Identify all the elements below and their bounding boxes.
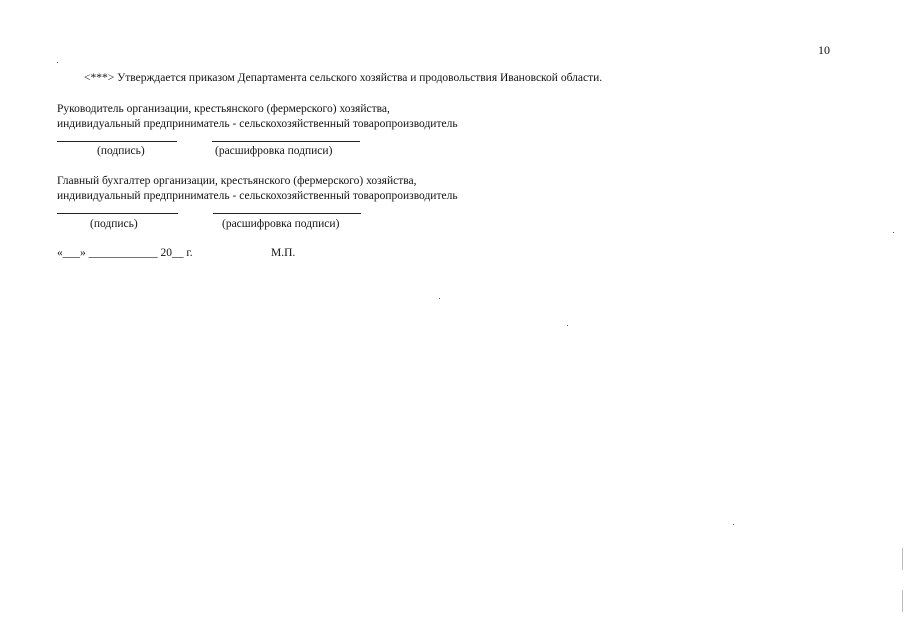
head-decode-caption: (расшифровка подписи): [215, 145, 333, 157]
scan-speck: [567, 325, 568, 326]
accountant-decode-line: [213, 213, 361, 214]
stamp-place: М.П.: [271, 247, 296, 259]
accountant-decode-caption: (расшифровка подписи): [222, 218, 340, 230]
page-number: 10: [818, 43, 830, 57]
date-field: «___» ____________ 20__ г.: [57, 247, 193, 259]
scan-edge-mark: [902, 548, 903, 570]
accountant-signature-line: [57, 213, 178, 214]
head-decode-line: [212, 141, 360, 142]
footnote: <***> Утверждается приказом Департамента сельского хозяйства и продовольствия Ивановской области.: [84, 72, 603, 84]
scan-speck: [893, 232, 894, 233]
accountant-title-line-2: индивидуальный предприниматель - сельскохозяйственный товаропроизводитель: [57, 190, 458, 202]
head-signature-caption: (подпись): [97, 145, 145, 157]
accountant-signature-caption: (подпись): [90, 218, 138, 230]
scan-edge-mark: [902, 590, 903, 612]
accountant-signature-title: [57, 174, 458, 204]
head-signature-title: [57, 102, 458, 132]
head-signature-line: [57, 141, 177, 142]
head-title-line-1: Руководитель организации, крестьянского (фермерского) хозяйства,: [57, 103, 390, 115]
scan-speck: [57, 62, 58, 63]
scan-speck: [733, 524, 734, 525]
scan-speck: [439, 298, 440, 299]
head-title-line-2: индивидуальный предприниматель - сельскохозяйственный товаропроизводитель: [57, 118, 458, 130]
accountant-title-line-1: Главный бухгалтер организации, крестьянского (фермерского) хозяйства,: [57, 175, 417, 187]
